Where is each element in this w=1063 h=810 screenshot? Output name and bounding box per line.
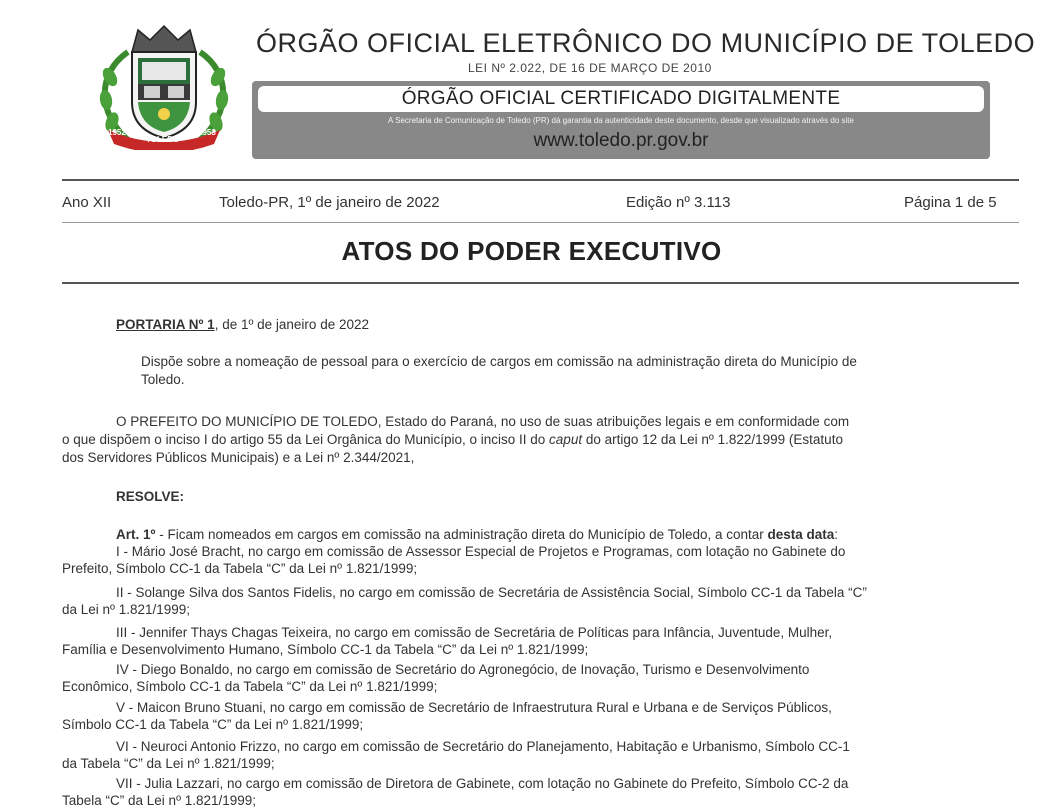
divider-top xyxy=(62,179,1019,181)
article-1-text: - Ficam nomeados em cargos em comissão na administração direta do Município de Toledo, a contar xyxy=(155,527,768,542)
item-5-line-1: V - Maicon Bruno Stuani, no cargo em comissão de Secretário de Infraestrutura Rural e Urbana e de Serviços Públicos, xyxy=(116,700,832,715)
item-1-line-1: I - Mário José Bracht, no cargo em comissão de Assessor Especial de Projetos e Programas, com lotação no Gabinete do xyxy=(116,544,846,559)
gazette-title: ÓRGÃO OFICIAL ELETRÔNICO DO MUNICÍPIO DE TOLEDO xyxy=(256,28,1036,58)
crest-year-right: 1953 xyxy=(198,128,216,137)
portaria-title: PORTARIA Nº 1 xyxy=(116,317,215,332)
item-6-line-1: VI - Neuroci Antonio Frizzo, no cargo em comissão de Secretário do Planejamento, Habitação e Urbanismo, Símbolo CC-1 xyxy=(116,739,850,754)
portaria-date: , de 1º de janeiro de 2022 xyxy=(214,317,369,332)
resolve-label: RESOLVE: xyxy=(116,489,185,504)
law-reference: LEI Nº 2.022, DE 16 DE MARÇO DE 2010 xyxy=(468,61,712,75)
article-1-end: : xyxy=(834,527,839,542)
item-3-line-2: Família e Desenvolvimento Humano, Símbolo CC-1 da Tabela “C” da Lei nº 1.821/1999; xyxy=(62,642,589,657)
item-2-line-2: da Lei nº 1.821/1999; xyxy=(62,602,191,617)
section-title: ATOS DO PODER EXECUTIVO xyxy=(341,236,722,266)
item-4-line-1: IV - Diego Bonaldo, no cargo em comissão de Secretário do Agronegócio, de Inovação, Turismo e Desenvolvimento xyxy=(116,662,810,677)
item-1-line-2: Prefeito, Símbolo CC-1 da Tabela “C” da Lei nº 1.821/1999; xyxy=(62,561,418,576)
item-3-line-1: III - Jennifer Thays Chagas Teixeira, no cargo em comissão de Secretária de Políticas para Infância, Juventude, Mulher, xyxy=(116,625,833,640)
certified-label: ÓRGÃO OFICIAL CERTIFICADO DIGITALMENTE xyxy=(258,86,984,112)
ementa-line-2: Toledo. xyxy=(141,372,185,387)
site-url: www.toledo.pr.gov.br xyxy=(533,130,709,151)
item-2-line-1: II - Solange Silva dos Santos Fidelis, no cargo em comissão de Secretária de Assistência Social, Símbolo CC-1 da Tabela “C” xyxy=(116,585,867,600)
preamble-line-1: O PREFEITO DO MUNICÍPIO DE TOLEDO, Estado do Paraná, no uso de suas atribuições legais e em conformidade com xyxy=(116,414,850,429)
portaria-heading xyxy=(116,316,369,333)
item-6-line-2: da Tabela “C” da Lei nº 1.821/1999; xyxy=(62,756,275,771)
preamble-text-c: do artigo 12 da Lei nº 1.822/1999 (Estatuto xyxy=(582,432,843,447)
preamble-text-a: o que dispõem o inciso I do artigo 55 da Lei Orgânica do Município, o inciso II do xyxy=(62,432,550,447)
preamble-caput: caput xyxy=(549,432,583,447)
item-7-line-2: Tabela “C” da Lei nº 1.821/1999; xyxy=(62,793,257,808)
item-4-line-2: Econômico, Símbolo CC-1 da Tabela “C” da Lei nº 1.821/1999; xyxy=(62,679,438,694)
ementa-line-1: Dispõe sobre a nomeação de pessoal para o exercício de cargos em comissão na administração direta do Município de xyxy=(141,354,857,369)
article-1-intro xyxy=(116,526,838,543)
preamble-line-2 xyxy=(62,431,843,448)
article-1-label: Art. 1º xyxy=(116,527,156,542)
preamble-line-3: dos Servidores Públicos Municipais) e a Lei nº 2.344/2021, xyxy=(62,450,415,465)
item-5-line-2: Símbolo CC-1 da Tabela “C” da Lei nº 1.821/1999; xyxy=(62,717,364,732)
year-label: Ano XII xyxy=(62,194,112,211)
place-date: Toledo-PR, 1º de janeiro de 2022 xyxy=(219,194,440,211)
authenticity-note: A Secretaria de Comunicação de Toledo (PR) dá garantia da autenticidade deste documento, desde que visualizado através do site xyxy=(388,116,854,125)
crest-ribbon-text: TOLEDO xyxy=(146,135,180,144)
edition-number: Edição nº 3.113 xyxy=(626,194,731,211)
divider-section xyxy=(62,282,1019,284)
article-1-bold: desta data xyxy=(767,527,835,542)
page-number: Página 1 de 5 xyxy=(904,194,997,211)
certification-box xyxy=(252,81,990,159)
item-7-line-1: VII - Julia Lazzari, no cargo em comissão de Diretora de Gabinete, com lotação no Gabinete do Prefeito, Símbolo CC-2 da xyxy=(116,776,849,791)
divider-middle xyxy=(62,222,1019,223)
crest-year-left: 1952 xyxy=(108,128,126,137)
